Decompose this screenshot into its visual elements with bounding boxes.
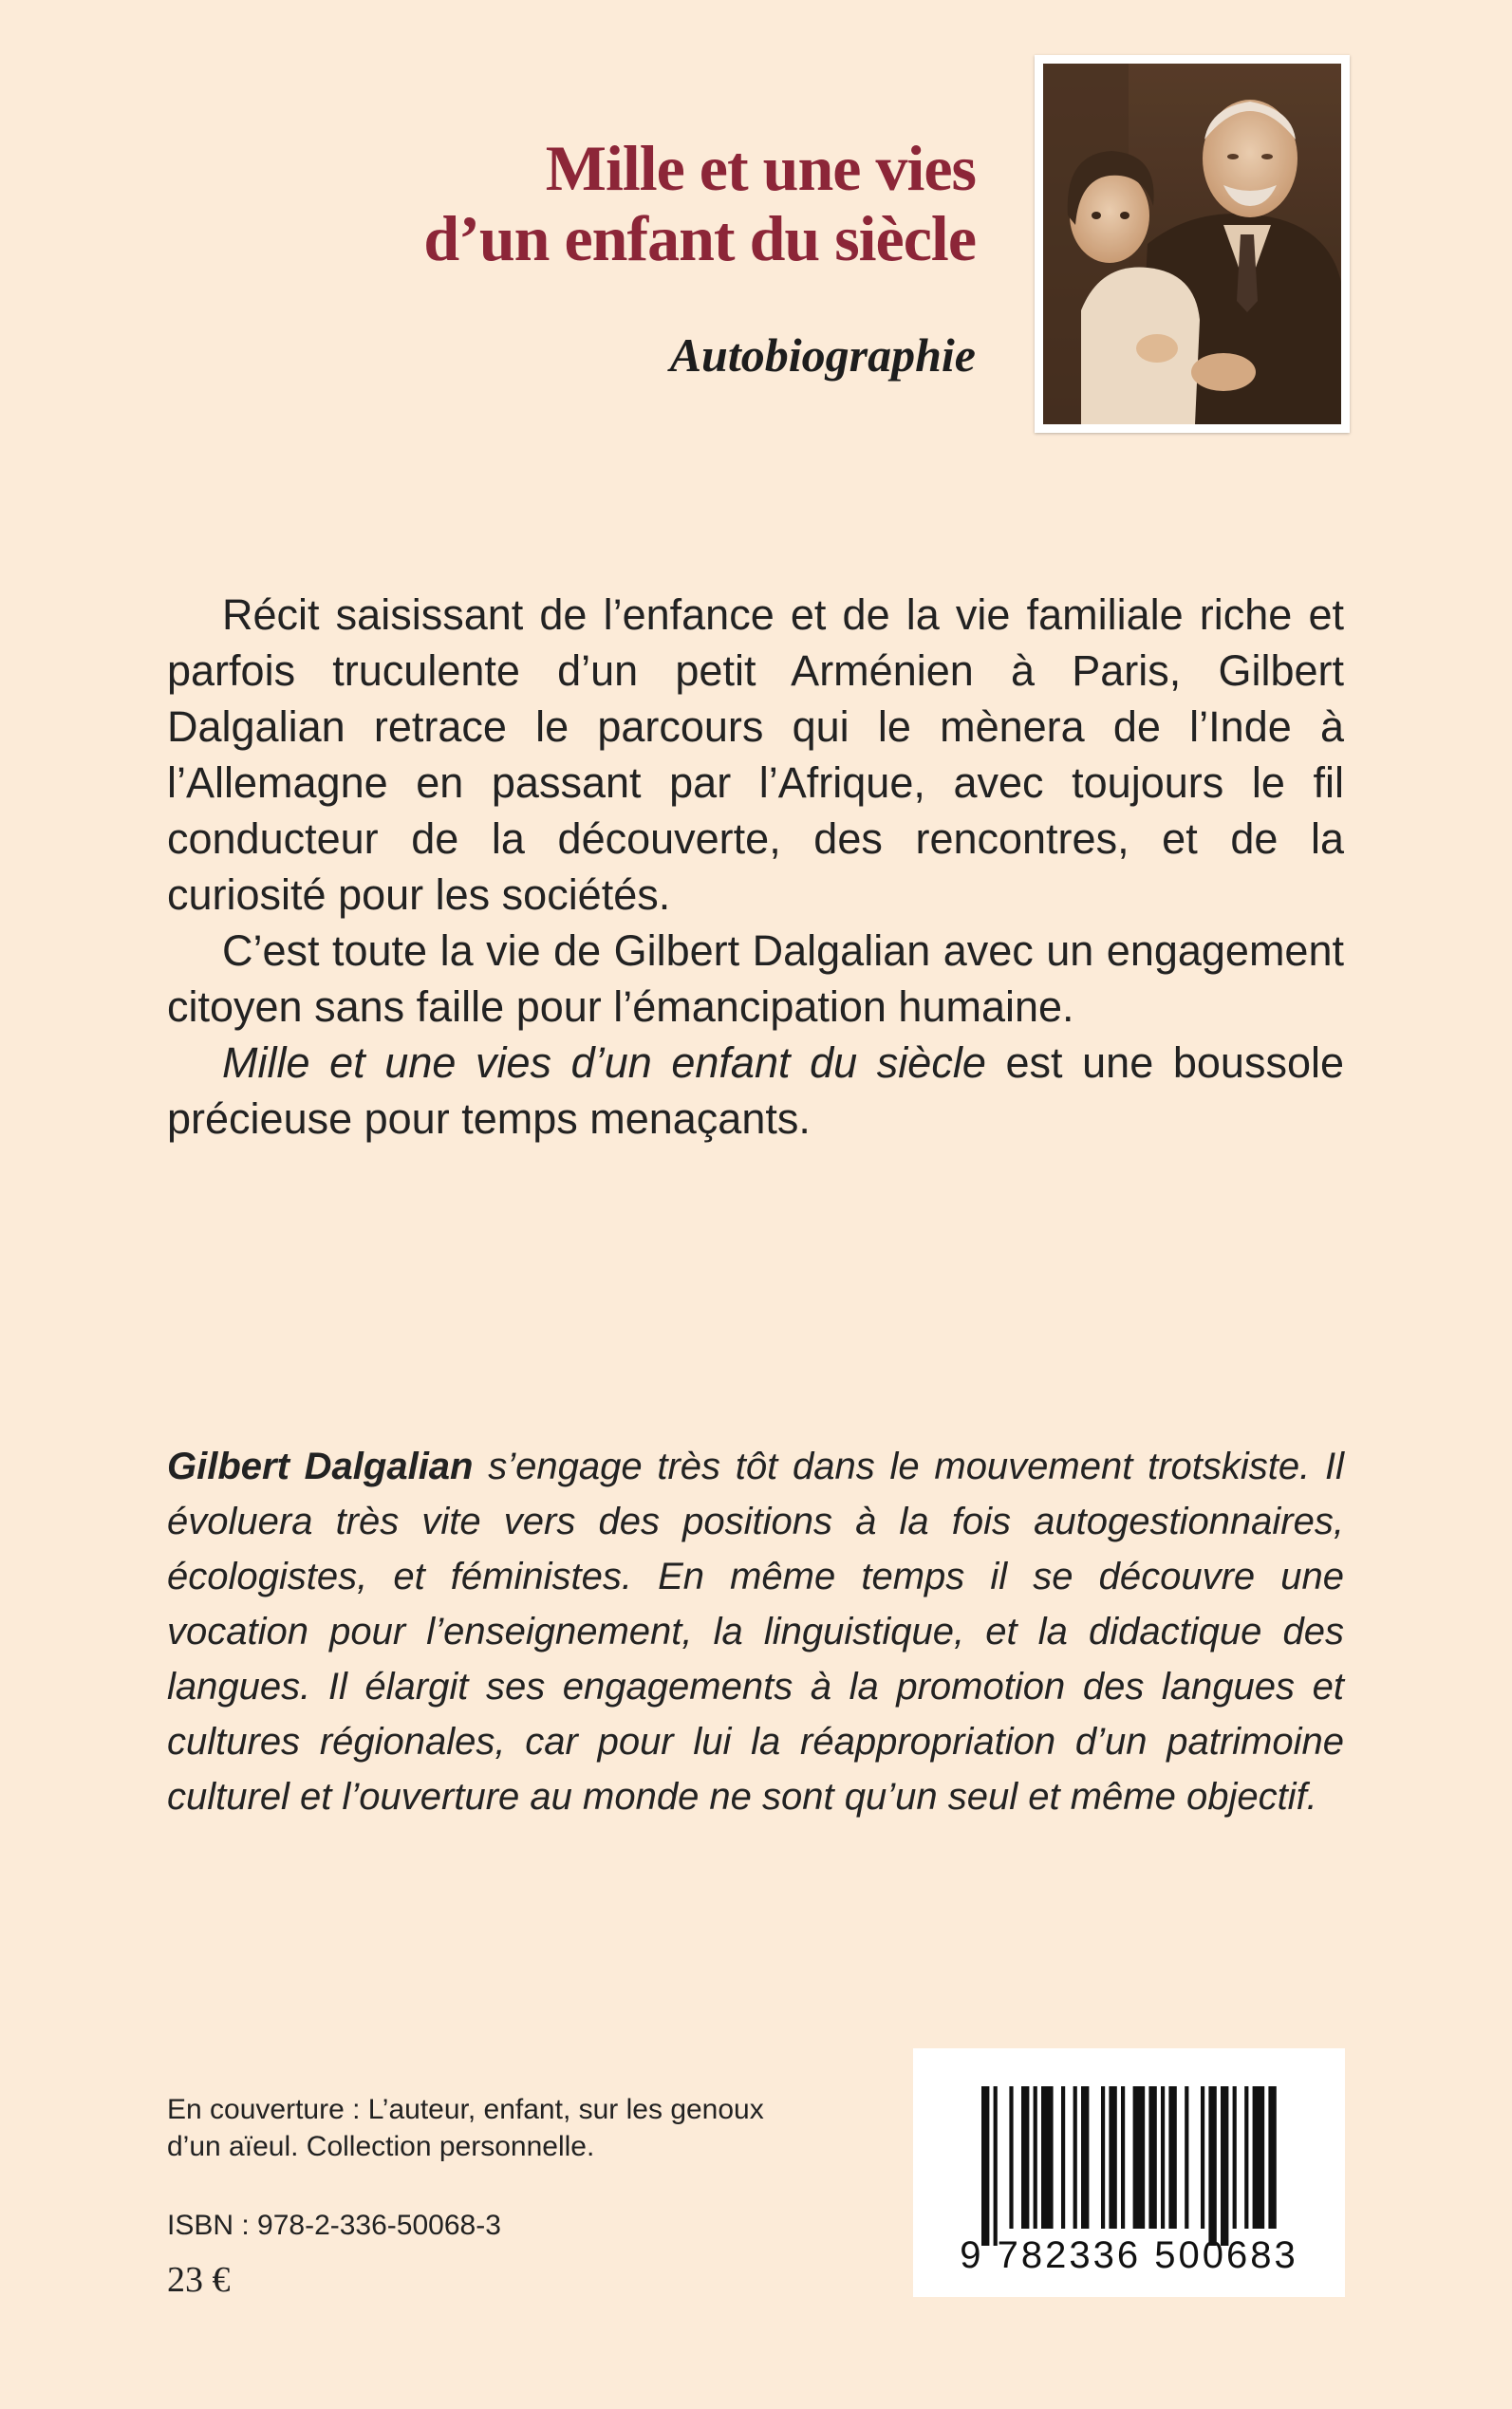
barcode-digits: 9 782336 500683: [960, 2234, 1298, 2276]
cover-caption: [167, 2091, 850, 2165]
author-bio-text: s’engage très tôt dans le mouvement trotskiste. Il évoluera très vite vers des positions à la fois autogestionnaires, écologistes, et féministes. En même temps il se découvre une vocation pour l’enseignement, la linguistique, et la didactique des langues. Il élargit ses engagements à la promotion des langues et cultures régionales, car pour lui la réappropriation d’un patrimoine culturel et l’ouverture au monde ne sont qu’un seul et même objectif.: [167, 1446, 1344, 1818]
barcode-bar: [1221, 2086, 1228, 2246]
barcode-bar: [1133, 2086, 1146, 2229]
barcode-bar: [1081, 2086, 1089, 2229]
barcode-bar: [1021, 2086, 1029, 2229]
barcode-bar: [1041, 2086, 1054, 2229]
book-title: [423, 133, 976, 273]
blurb-paragraph-3: [167, 1035, 1344, 1147]
isbn: ISBN : 978-2-336-50068-3: [167, 2210, 501, 2241]
barcode-bar: [1168, 2086, 1176, 2229]
book-title-line-2: d’un enfant du siècle: [423, 202, 976, 274]
barcode-bar: [1109, 2086, 1116, 2229]
blurb-paragraph-2: C’est toute la vie de Gilbert Dalgalian avec un engagement citoyen sans faille pour l’émancipation humaine.: [167, 926, 1344, 1031]
author-bio: [167, 1439, 1344, 1824]
sepia-family-photo: [1043, 64, 1341, 424]
barcode-bar: [1101, 2086, 1105, 2229]
book-blurb: [167, 587, 1344, 1147]
book-title-line-1: Mille et une vies: [545, 132, 976, 204]
blurb-paragraph-3-text: est une boussole précieuse pour temps menaçants.: [167, 1038, 1344, 1143]
barcode-bar: [1009, 2086, 1013, 2229]
barcode-bar: [1208, 2086, 1216, 2246]
author-bio-paragraph: [167, 1439, 1344, 1824]
barcode-bar: [1201, 2086, 1204, 2229]
barcode-bar: [1073, 2086, 1077, 2229]
author-name: Gilbert Dalgalian: [167, 1446, 474, 1487]
barcode-bar: [1233, 2086, 1237, 2229]
barcode-bar: [1253, 2086, 1265, 2229]
barcode-bar: [994, 2086, 998, 2246]
barcode-bar: [1061, 2086, 1065, 2229]
barcode-bar: [1121, 2086, 1125, 2229]
blurb-book-title: Mille et une vies d’un enfant du siècle: [222, 1038, 986, 1087]
barcode-bar: [1185, 2086, 1188, 2229]
blurb-paragraph-1: Récit saisissant de l’enfance et de la vie familiale riche et parfois truculente d’un petit Arménien à Paris, Gilbert Dalgalian retrace le parcours qui le mènera de l’Inde à l’Allemagne en passant par l’Afrique, avec toujours le fil conducteur de la découverte, des rencontres, et de la curiosité pour les sociétés.: [167, 590, 1344, 919]
barcode: [913, 2048, 1345, 2297]
barcode-bar: [1268, 2086, 1276, 2229]
cover-photo: [1035, 55, 1350, 433]
book-subtitle: Autobiographie: [669, 328, 976, 382]
barcode-bar: [1244, 2086, 1248, 2229]
barcode-bar: [981, 2086, 989, 2246]
cover-caption-line-2: d’un aïeul. Collection personnelle.: [167, 2131, 595, 2162]
barcode-bar: [1148, 2086, 1156, 2229]
cover-caption-line-1: En couverture : L’auteur, enfant, sur les genoux: [167, 2094, 764, 2125]
barcode-bar: [1161, 2086, 1165, 2229]
price: 23 €: [167, 2260, 231, 2300]
barcode-bar: [1034, 2086, 1037, 2229]
